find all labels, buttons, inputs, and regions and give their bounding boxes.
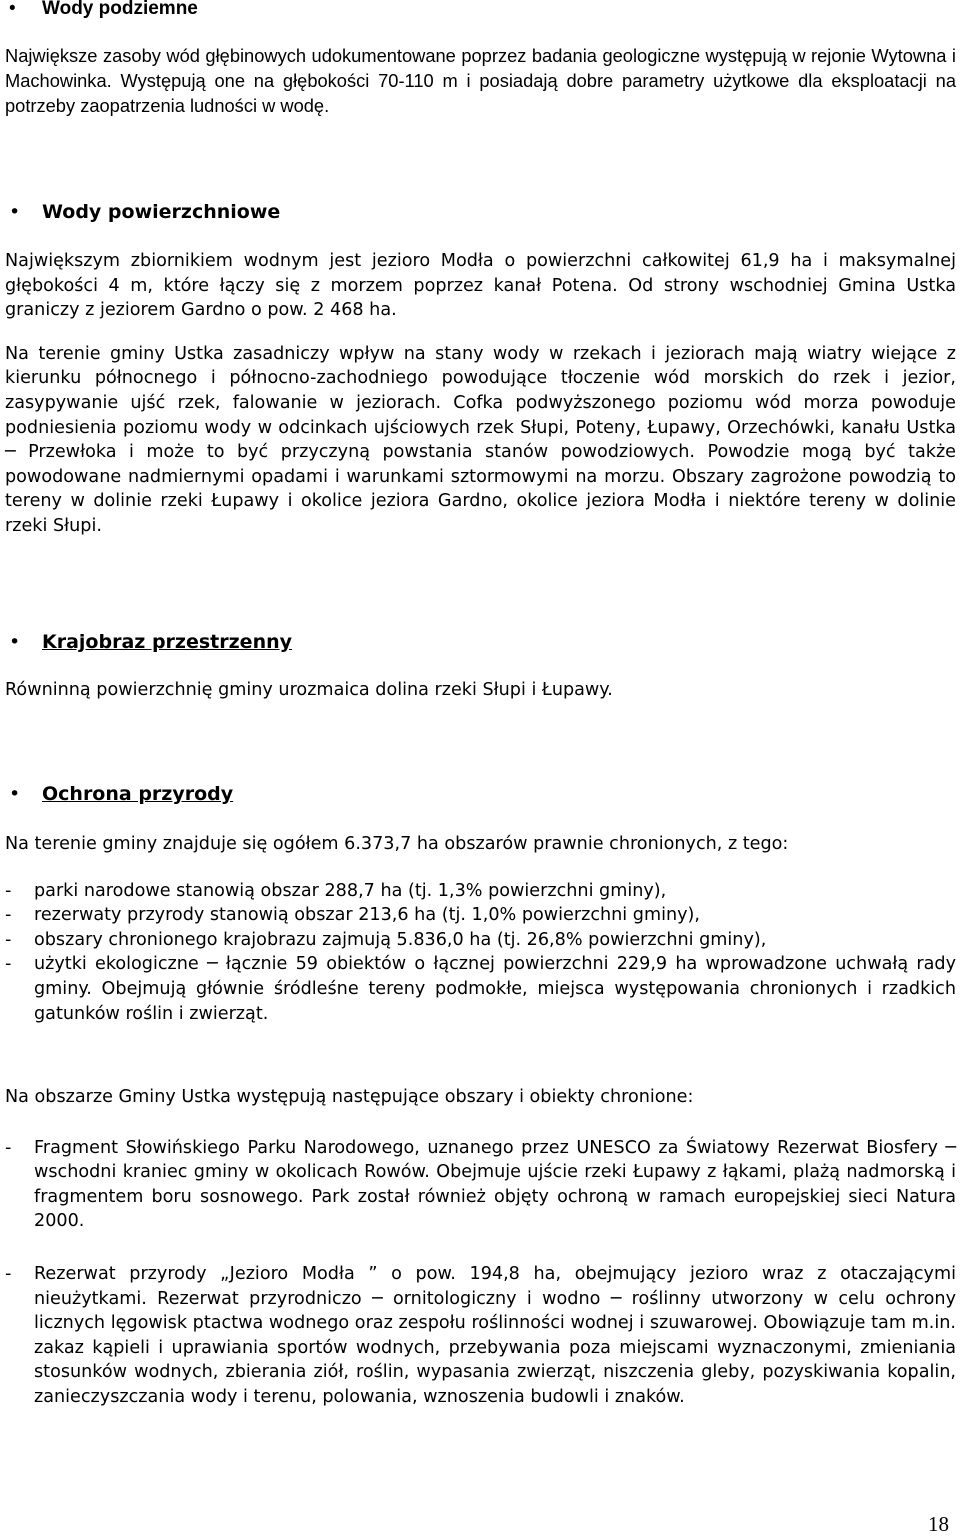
list-item-text: obszary chronionego krajobrazu zajmują 5.836,0 ha (tj. 26,8% powierzchni gminy), (34, 929, 767, 950)
bullet-icon: • (9, 0, 16, 19)
bullet-icon: • (9, 783, 21, 805)
dash-icon: - (5, 954, 12, 975)
section-nature-protection (5, 782, 956, 1026)
list-item (5, 903, 956, 928)
paragraph: Na terenie gminy Ustka zasadniczy wpływ na stany wody w rzekach i jeziorach mają wiatry wiejące z kierunku północnego i północno-zachodniego powodujące tłoczenie wód morskich do rzek i jezior, zasypywanie ujść rzek, falowanie w jeziorach. Cofka podwyższonego poziomu wód morza powoduje podniesienia poziomu wody w odcinkach ujściowych rzek Słupi, Poteny, Łupawy, Orzechówki, kanału Ustka ─ Przewłoka i może to być przyczyną powstania stanów powodziowych. Powodzie mogą być także powodowane nadmiernymi opadami i warunkami sztormowymi na morzu. Obszary zagrożone powodzią to tereny w dolinie rzeki Łupawy i okolice jeziora Gardno, okolice jeziora Modła i niektóre tereny w dolinie rzeki Słupi. (5, 343, 956, 536)
list-item-text: użytki ekologiczne ─ łącznie 59 obiektów o łącznej powierzchni 229,9 ha wprowadzone uchwałą rady gminy. Obejmują głównie śródleśne tereny podmokłe, miejsca występowania chronionych i rzadkich gatunków roślin i zwierząt. (34, 954, 956, 1024)
heading-text: Krajobraz przestrzenny (42, 631, 293, 653)
dash-icon: - (5, 1263, 12, 1284)
list-item (5, 879, 956, 904)
page-number: 18 (928, 1512, 949, 1536)
section-heading (5, 630, 956, 654)
paragraph: Na obszarze Gminy Ustka występują następujące obszary i obiekty chronione: (5, 1087, 694, 1107)
bullet-icon: • (9, 201, 21, 223)
list-item-text: Rezerwat przyrody „Jezioro Modła ” o pow. 194,8 ha, obejmujący jezioro wraz z otaczającymi nieużytkami. Rezerwat przyrodniczo ─ ornitologiczny i wodno ─ roślinny utworzony w celu ochrony licznych lęgowisk ptactwa wodnego oraz zespołu roślinności wodnej i szuwarowej. Obowiązuje tam m.in. zakaz kąpieli i uprawiania sportów wodnych, przebywania poza miejscami wyznaczonymi, zmieniania stosunków wodnych, zbierania ziół, roślin, wypasania zwierząt, niszczenia gleby, pozyskiwania kopalin, zanieczyszczania wody i terenu, polowania, wznoszenia budowli i znaków. (34, 1263, 956, 1407)
dash-icon: - (5, 905, 12, 926)
dash-icon: - (5, 929, 12, 950)
bullet-icon: • (9, 631, 21, 653)
paragraph: Największym zbiornikiem wodnym jest jezioro Modła o powierzchni całkowitej 61,9 ha i maksymalnej głębokości 4 m, które łączy się z morzem poprzez kanał Potena. Od strony wschodniej Gmina Ustka graniczy z jeziorem Gardno o pow. 2 468 ha. (5, 251, 956, 321)
dash-icon: - (5, 880, 12, 901)
section-landscape (5, 630, 956, 703)
section-heading (5, 782, 956, 806)
paragraph: Na terenie gminy znajduje się ogółem 6.373,7 ha obszarów prawnie chronionych, z tego: (5, 834, 789, 854)
dash-icon: - (5, 1137, 12, 1158)
paragraph: Największe zasoby wód głębinowych udokumentowane poprzez badania geologiczne występują w rejonie Wytowna i Machowinka. Występują one na głębokości 70-110 m i posiadają dobre parametry użytkowe dla eksploatacji na potrzeby zaopatrzenia ludności w wodę. (5, 45, 956, 116)
list-item (5, 1136, 956, 1234)
protected-objects-list (5, 1136, 956, 1410)
heading-text: Wody podziemne (42, 0, 198, 19)
section-heading (5, 0, 956, 21)
section-surface-water (5, 200, 956, 539)
list-item-text: Fragment Słowińskiego Parku Narodowego, uznanego przez UNESCO za Światowy Rezerwat Biosfery ─ wschodni kraniec gminy w okolicach Rowów. Obejmuje ujście rzeki Łupawy z łąkami, plażą nadmorską i fragmentem boru sosnowego. Park został również objęty ochroną w ramach europejskiej sieci Natura 2000. (34, 1137, 956, 1232)
section-protected-objects (5, 1085, 956, 1410)
protected-areas-list (5, 879, 956, 1027)
heading-text: Wody powierzchniowe (42, 201, 281, 223)
list-item (5, 952, 956, 1026)
list-item (5, 928, 956, 953)
list-item-text: parki narodowe stanowią obszar 288,7 ha (tj. 1,3% powierzchni gminy), (34, 880, 667, 901)
list-item (5, 1262, 956, 1410)
paragraph: Równinną powierzchnię gminy urozmaica dolina rzeki Słupi i Łupawy. (5, 680, 613, 700)
section-heading (5, 200, 956, 224)
heading-text: Ochrona przyrody (42, 783, 234, 805)
section-groundwater (5, 0, 956, 118)
list-item-text: rezerwaty przyrody stanowią obszar 213,6 ha (tj. 1,0% powierzchni gminy), (34, 905, 701, 926)
